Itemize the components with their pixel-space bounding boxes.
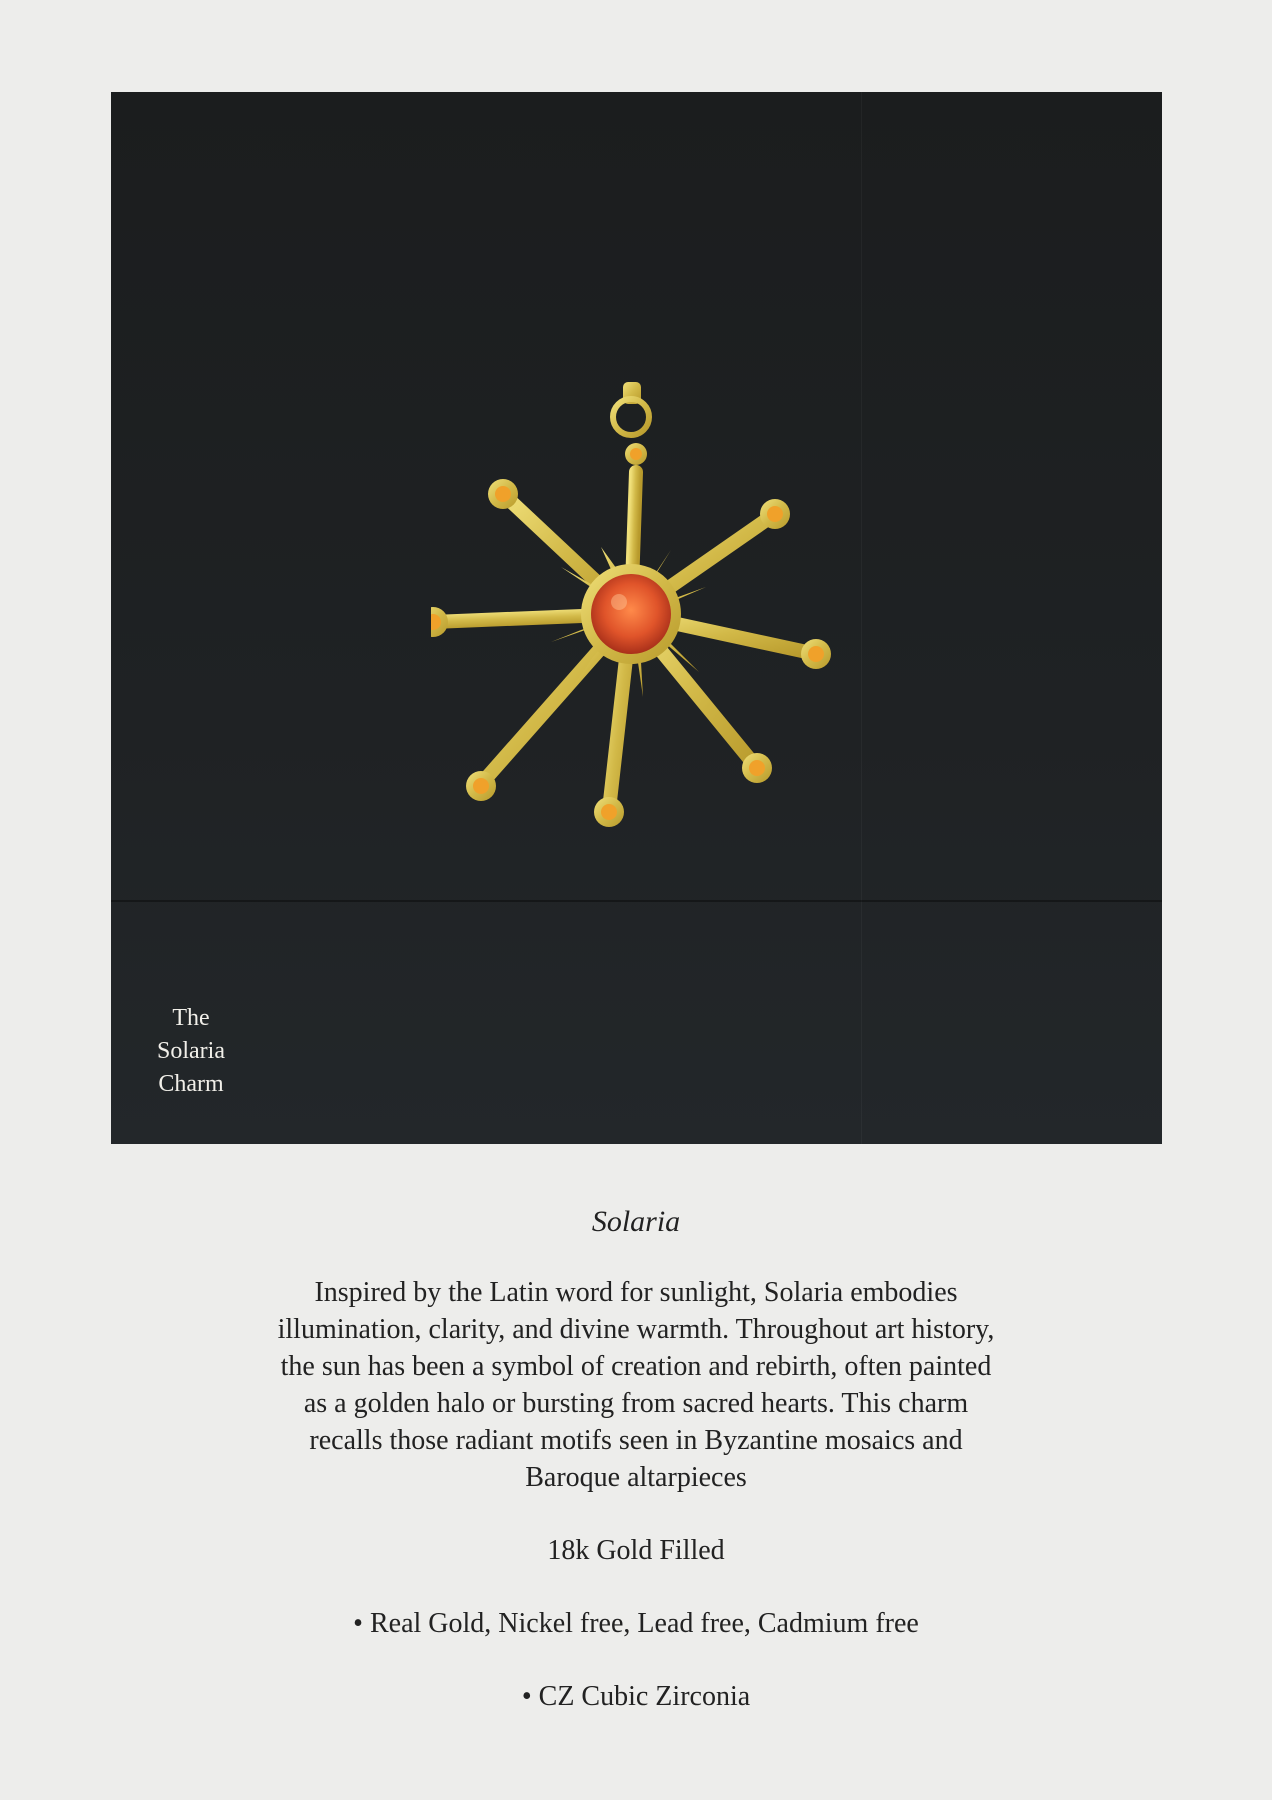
photo-caption-line: The xyxy=(172,1005,210,1031)
product-title: Solaria xyxy=(591,1205,681,1238)
product-description: Inspired by the Latin word for sunlight, Solaria embodies illumination, clarity, and divine warmth. Throughout art history, the sun has been a symbol of creation and rebirth, often painted as a golden halo or bursting from sacred hearts. This charm recalls those radiant motifs seen in Byzantine mosaics and Baroque altarpieces xyxy=(277,1277,995,1493)
product-details xyxy=(236,1200,1036,1715)
product-material: 18k Gold Filled xyxy=(547,1535,725,1566)
photo-caption-line: Solaria xyxy=(157,1038,225,1064)
product-photo xyxy=(111,92,1162,1144)
sun-charm-pendant-image xyxy=(431,372,851,952)
photo-caption xyxy=(141,1002,241,1101)
feature-item: • Real Gold, Nickel free, Lead free, Cadmium free xyxy=(353,1608,919,1639)
backdrop-fold xyxy=(861,92,862,1144)
photo-caption-line: Charm xyxy=(158,1071,224,1097)
feature-item: • CZ Cubic Zirconia xyxy=(521,1681,751,1712)
